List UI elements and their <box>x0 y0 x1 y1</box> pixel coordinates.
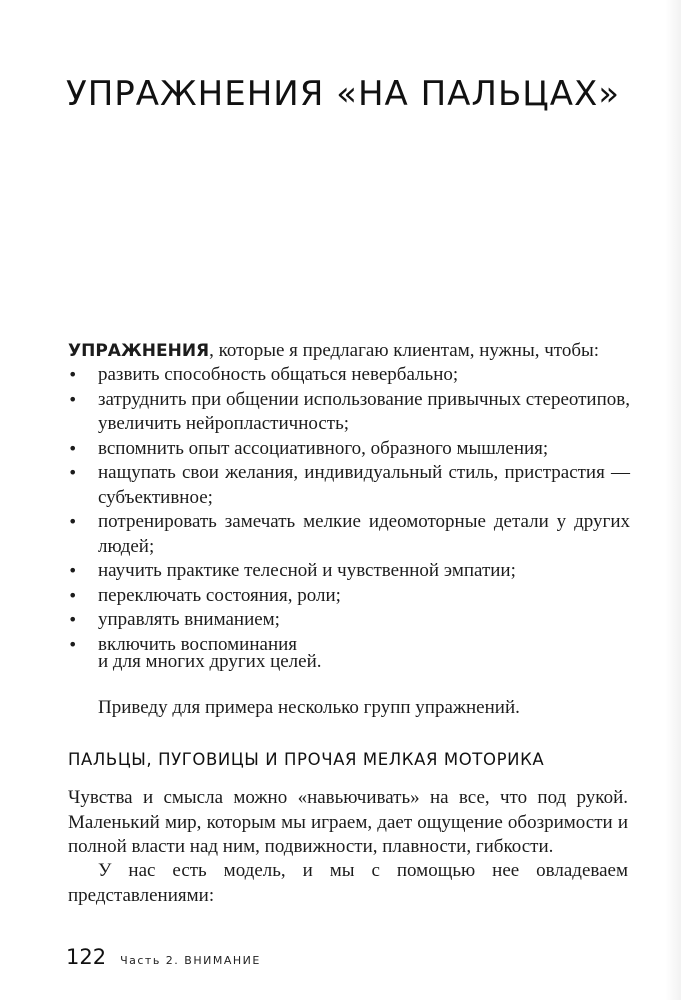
bullet-icon: • <box>68 438 78 458</box>
list-item <box>68 608 630 633</box>
intro-lead-word: УПРАЖНЕНИЯ <box>68 341 210 361</box>
list-item <box>68 363 630 388</box>
list-item-text: научить практике телесной и чувственной эмпатии; <box>98 560 516 581</box>
bullet-icon: • <box>68 610 78 629</box>
bullet-icon: • <box>68 561 78 580</box>
bullet-icon: • <box>68 585 78 605</box>
page-footer <box>66 945 566 969</box>
list-item <box>68 510 630 559</box>
running-head: Часть 2. ВНИМАНИЕ <box>120 954 261 967</box>
bullet-icon: • <box>68 463 78 482</box>
list-item <box>68 388 630 437</box>
bullet-icon: • <box>68 365 78 384</box>
intro-sentence <box>68 339 628 364</box>
chapter-title: УПРАЖНЕНИЯ «НА ПАЛЬЦАХ» <box>66 74 621 114</box>
intro-rest: , которые я предлагаю клиентам, нужны, чтобы: <box>209 340 600 361</box>
list-tail: и для многих других целей. <box>98 651 322 672</box>
section-heading: ПАЛЬЦЫ, ПУГОВИЦЫ И ПРОЧАЯ МЕЛКАЯ МОТОРИКА <box>68 750 545 769</box>
list-item-text: вспомнить опыт ассоциативного, образного мышления; <box>98 437 549 459</box>
list-item <box>68 437 630 462</box>
list-item-text: переключать состояния, роли; <box>98 584 341 606</box>
page-edge-shadow <box>665 0 681 1000</box>
list-item <box>68 584 630 609</box>
list-item-text: потренировать замечать мелкие идеомоторные детали у других людей; <box>98 511 630 557</box>
page-number: 122 <box>66 945 107 969</box>
list-item-text: нащупать свои желания, индивидуальный стиль, пристрастия — субъективное; <box>98 462 630 508</box>
list-item <box>68 461 630 510</box>
example-line: Приведу для примера несколько групп упражнений. <box>98 697 520 718</box>
list-item-text: развить способность общаться невербально; <box>98 364 459 385</box>
list-item-text: управлять вниманием; <box>98 609 280 630</box>
list-item <box>68 559 630 584</box>
bullet-icon: • <box>68 389 78 409</box>
goal-list <box>68 363 630 657</box>
bullet-icon: • <box>68 512 78 531</box>
list-item-text: затруднить при общении использование привычных стереотипов, увеличить нейропластичность; <box>98 388 630 434</box>
list-item-text: включить воспоминания <box>98 633 298 655</box>
bullet-icon: • <box>68 634 78 654</box>
body-paragraph: Чувства и смысла можно «навьючивать» на все, что под рукой. Маленький мир, которым мы играем, дает ощущение обозримости и полной власти над ним, подвижности, плавности, гибкости. <box>68 787 628 857</box>
body-paragraph: У нас есть модель, и мы с помощью нее овладеваем представлениями: <box>68 860 628 906</box>
